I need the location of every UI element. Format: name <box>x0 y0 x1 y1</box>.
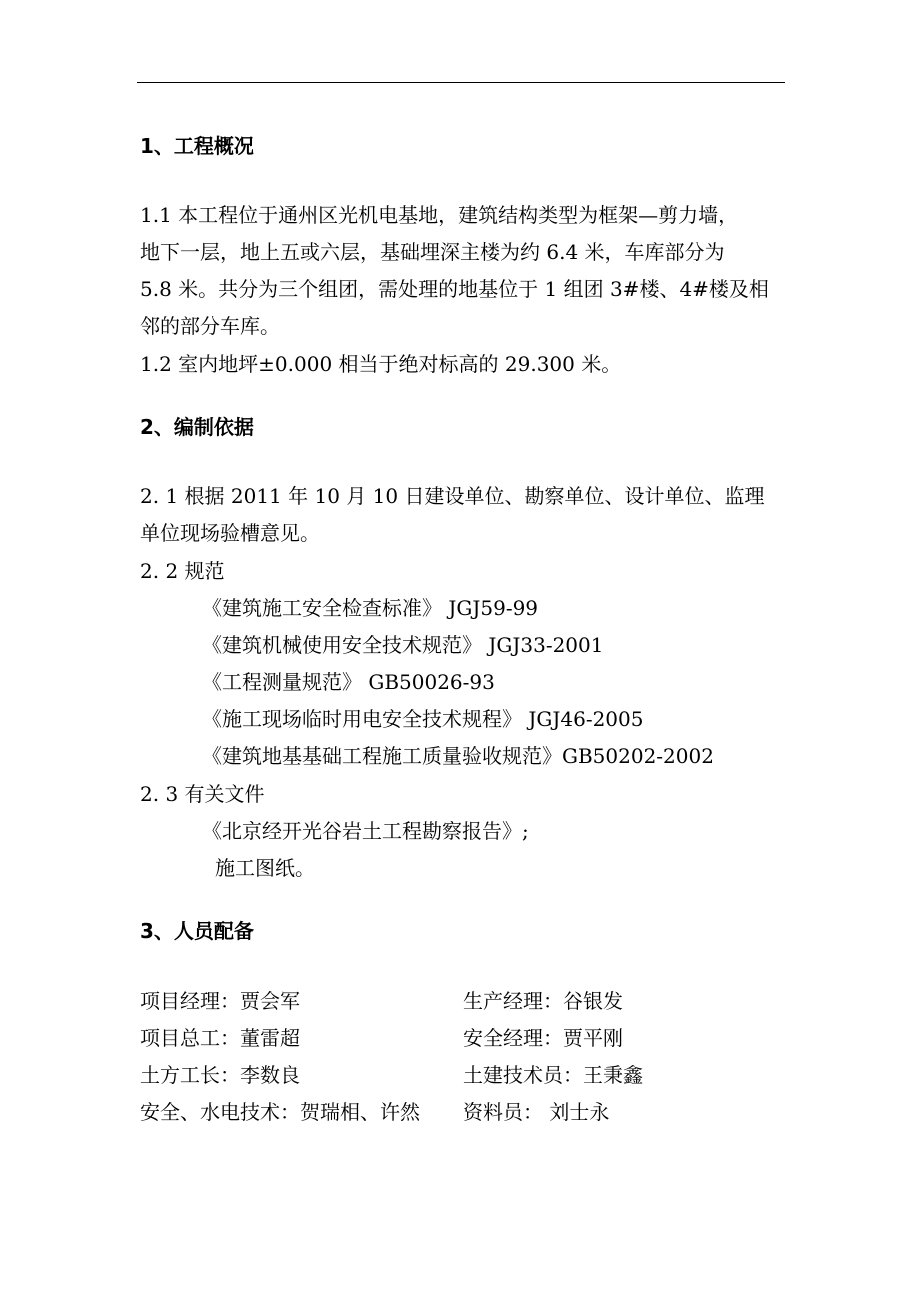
paragraph-line: 单位现场验槽意见。 <box>140 521 320 545</box>
paragraph-line: 1.1 本工程位于通州区光机电基地，建筑结构类型为框架—剪力墙， <box>140 203 739 227</box>
section-heading-2: 2、编制依据 <box>140 415 254 439</box>
paragraph-line: 地下一层，地上五或六层，基础埋深主楼为约 6.4 米，车库部分为 <box>140 240 725 264</box>
staff-entry: 生产经理：谷银发 <box>463 989 623 1013</box>
paragraph-line: 5.8 米。共分为三个组团，需处理的地基位于 1 组团 3#楼、4#楼及相 <box>140 277 769 301</box>
staff-entry: 资料员： 刘士永 <box>463 1100 610 1124</box>
staff-entry: 安全经理：贾平刚 <box>463 1026 623 1050</box>
staff-entry: 项目经理：贾会军 <box>140 989 300 1013</box>
standard-item: 《工程测量规范》 GB50026-93 <box>202 670 495 694</box>
paragraph-line: 邻的部分车库。 <box>140 314 280 338</box>
paragraph-line: 2. 2 规范 <box>140 559 225 583</box>
standard-item: 《建筑地基基础工程施工质量验收规范》GB50202-2002 <box>202 744 714 768</box>
file-item: 施工图纸。 <box>215 856 315 880</box>
section-heading-1: 1、工程概况 <box>140 134 254 158</box>
staff-entry: 项目总工：董雷超 <box>140 1026 300 1050</box>
staff-entry: 土建技术员：王秉鑫 <box>463 1063 643 1087</box>
section-heading-3: 3、人员配备 <box>140 919 254 943</box>
standard-item: 《施工现场临时用电安全技术规程》 JGJ46-2005 <box>202 707 644 731</box>
paragraph-line: 2. 1 根据 2011 年 10 月 10 日建设单位、勘察单位、设计单位、监理 <box>140 484 765 508</box>
header-rule <box>137 82 785 83</box>
staff-entry: 安全、水电技术：贺瑞相、许然 <box>140 1100 420 1124</box>
paragraph-line: 1.2 室内地坪±0.000 相当于绝对标高的 29.300 米。 <box>140 352 622 376</box>
standard-item: 《建筑机械使用安全技术规范》 JGJ33-2001 <box>202 633 604 657</box>
standard-item: 《建筑施工安全检查标准》 JGJ59-99 <box>202 596 539 620</box>
files-title: 2. 3 有关文件 <box>140 782 265 806</box>
file-item: 《北京经开光谷岩土工程勘察报告》; <box>202 819 529 843</box>
staff-entry: 土方工长：李数良 <box>140 1063 300 1087</box>
